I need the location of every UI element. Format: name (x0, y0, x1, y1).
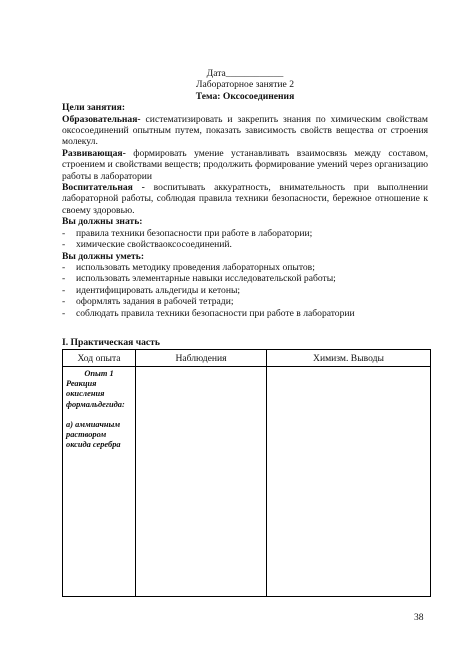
column-header: Ход опыта (63, 350, 136, 367)
table-header-row (63, 350, 431, 367)
goals-title: Цели занятия: (62, 102, 126, 114)
goal-educational (62, 114, 428, 148)
experiment-title: Опыт 1 (84, 369, 114, 378)
list-item: - использовать элементарные навыки исследовательской работы; (62, 273, 428, 284)
table-cell-observations (136, 367, 267, 597)
list-item: - использовать методику проведения лабораторных опытов; (62, 262, 428, 273)
experiment-table (62, 349, 431, 597)
list-item: - соблюдать правила техники безопасности при работе в лаборатории (62, 308, 428, 319)
page-number: 38 (414, 612, 424, 623)
goal-educational-label: Образовательная- (62, 113, 141, 125)
list-item: - правила техники безопасности при работе в лаборатории; (62, 228, 428, 239)
goal-developing (62, 148, 428, 182)
list-item: - химические свойстваоксосоединений. (62, 239, 428, 250)
column-header: Наблюдения (136, 350, 267, 367)
goal-educational-text: систематизировать и закрепить знания по химическим свойствам оксосоединений опытным путем, показать зависимость свойств вещества от строения молекул. (62, 113, 428, 148)
practical-section-title: I. Практическая часть (62, 336, 160, 348)
experiment-substep: а) аммиачным раствором оксида серебра (66, 419, 121, 450)
goal-upbringing-text: воспитывать аккуратность, внимательность при выполнении лабораторной работы, соблюдая правила техники безопасности, бережное отношение к своему здоровью. (62, 182, 428, 216)
column-header: Химизм. Выводы (267, 350, 431, 367)
goal-upbringing (62, 182, 428, 216)
goal-upbringing-label: Воспитательная - (62, 182, 145, 194)
document-body (62, 68, 428, 348)
know-list (62, 228, 428, 251)
able-list (62, 262, 428, 319)
list-item: - оформлять задания в рабочей тетради; (62, 296, 428, 307)
table-cell-conclusions (267, 367, 431, 597)
list-item: - идентифицировать альдегиды и кетоны; (62, 285, 428, 296)
know-title: Вы должны знать: (62, 216, 143, 228)
lesson-title: Лабораторное занятие 2 (196, 79, 294, 91)
experiment-reaction: Реакция окисления формальдегида: (66, 379, 125, 409)
goal-developing-label: Развивающая- (62, 147, 126, 159)
topic-title: Тема: Оксосоединения (195, 90, 295, 102)
table-row (63, 367, 431, 597)
table-cell-procedure (63, 367, 136, 597)
able-title: Вы должны уметь: (62, 250, 145, 262)
goal-developing-text: формировать умение устанавливать взаимосвязь между составом, строением и свойствами веществ; продолжить формирование умений через организацию работы в лаборатории (62, 147, 428, 182)
date-field: Дата____________ (206, 68, 284, 79)
